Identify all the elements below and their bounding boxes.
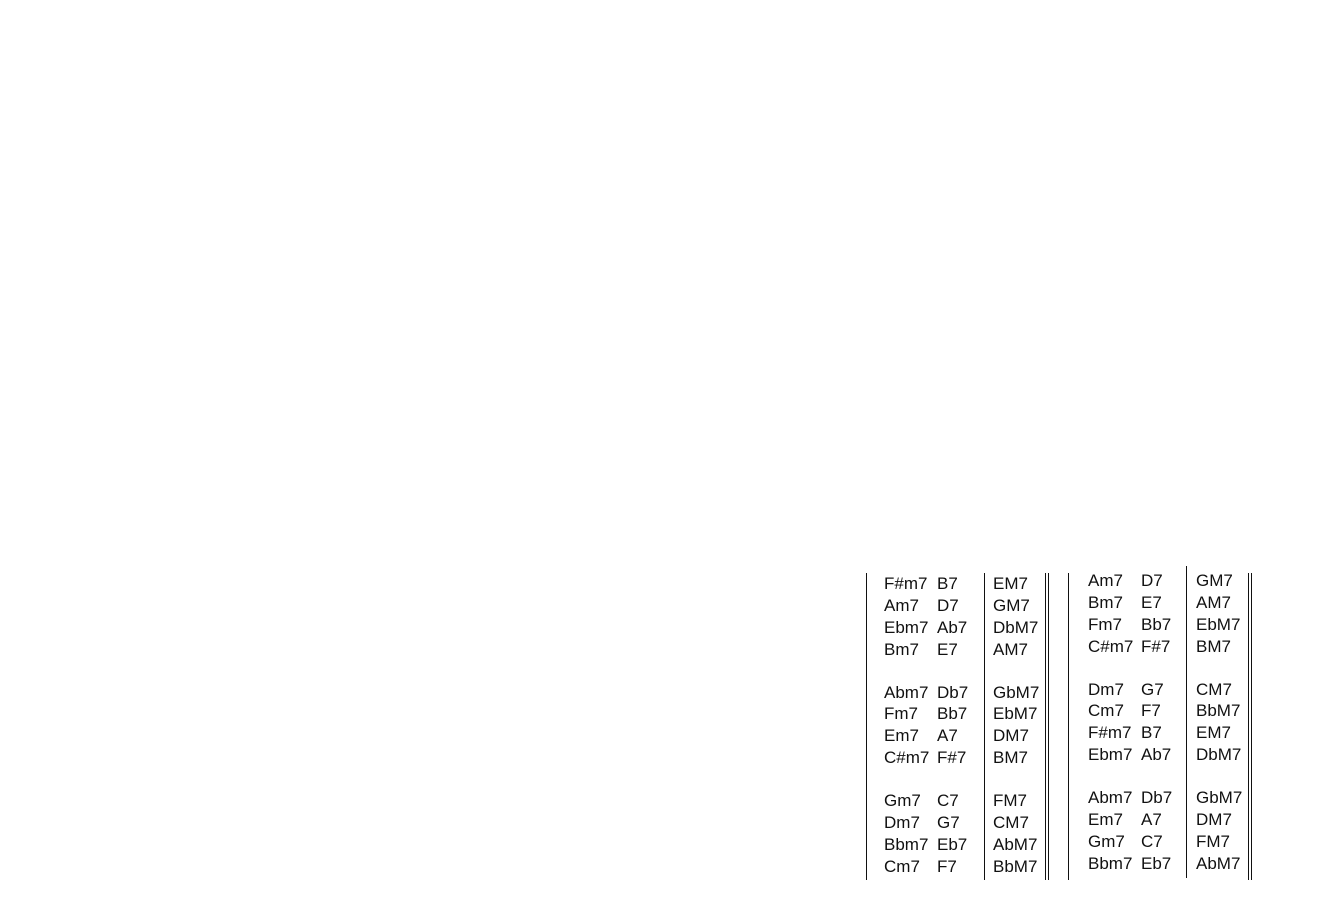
chord: Am7 [884, 595, 919, 615]
chord: FM7 [1196, 831, 1230, 851]
column-rule [1248, 573, 1252, 880]
group-spacer [993, 661, 1039, 682]
chord: EM7 [1196, 723, 1231, 743]
chord: Em7 [1088, 810, 1123, 830]
chord: GM7 [993, 595, 1030, 615]
chord: Bb7 [937, 704, 968, 724]
chord: Am7 [1088, 571, 1123, 590]
column-rule [984, 573, 985, 880]
chord: Gm7 [1088, 831, 1125, 851]
chord: GM7 [1196, 571, 1233, 590]
chord: AM7 [993, 639, 1028, 659]
chord: BbM7 [1196, 701, 1241, 721]
chord: C7 [1141, 831, 1163, 851]
chord: Fm7 [884, 704, 918, 724]
chord: G7 [1141, 679, 1164, 699]
chord: Em7 [884, 726, 919, 746]
v-chord-column [937, 573, 968, 878]
chord: Eb7 [937, 834, 968, 854]
chord: AbM7 [993, 834, 1038, 854]
chord: Cm7 [1088, 701, 1124, 721]
group-spacer [1196, 658, 1242, 679]
ii-chord-column [884, 573, 929, 878]
group-spacer [884, 769, 929, 790]
chord: C#m7 [884, 748, 930, 768]
chord: F#m7 [884, 574, 928, 593]
chord: BbM7 [993, 856, 1038, 876]
group-spacer [993, 769, 1039, 790]
chord: D7 [1141, 571, 1163, 590]
chord: F7 [937, 856, 957, 876]
chord: Bm7 [884, 639, 919, 659]
chord: DbM7 [1196, 745, 1242, 765]
chord: DM7 [1196, 810, 1232, 830]
chord: Abm7 [884, 682, 929, 702]
chord: Abm7 [1088, 788, 1133, 808]
chord: C#m7 [1088, 636, 1134, 656]
group-spacer [1088, 658, 1133, 679]
chord: D7 [937, 595, 959, 615]
chord: AbM7 [1196, 853, 1241, 873]
chord: FM7 [993, 791, 1027, 811]
chord: F#7 [937, 748, 967, 768]
group-spacer [937, 769, 968, 790]
chord: Ebm7 [884, 617, 929, 637]
group-spacer [1088, 766, 1133, 787]
chord: A7 [937, 726, 958, 746]
chord: AM7 [1196, 592, 1231, 612]
group-spacer [884, 661, 929, 682]
chord: Gm7 [884, 791, 921, 811]
chord: Bbm7 [884, 834, 929, 854]
chord: E7 [1141, 592, 1162, 612]
chord: DbM7 [993, 617, 1039, 637]
chord: CM7 [993, 813, 1029, 833]
chord: BM7 [1196, 636, 1231, 656]
group-spacer [1141, 658, 1172, 679]
chord: GbM7 [993, 682, 1040, 702]
chord: F#m7 [1088, 723, 1132, 743]
chord: A7 [1141, 810, 1162, 830]
chord: Bbm7 [1088, 853, 1133, 873]
chord: Db7 [937, 682, 969, 702]
chord: E7 [937, 639, 958, 659]
chord: EM7 [993, 574, 1028, 593]
ii-chord-column [1088, 570, 1133, 875]
group-spacer [1196, 766, 1242, 787]
chord: B7 [1141, 723, 1162, 743]
v-chord-column [1141, 570, 1172, 875]
chord: GbM7 [1196, 788, 1243, 808]
chord: Ebm7 [1088, 745, 1133, 765]
chord: CM7 [1196, 679, 1232, 699]
chord: G7 [937, 813, 960, 833]
column-rule [1186, 566, 1187, 878]
column-rule [1068, 573, 1069, 880]
chord: B7 [937, 574, 958, 593]
chord: Db7 [1141, 788, 1173, 808]
chord: Fm7 [1088, 614, 1122, 634]
chord: DM7 [993, 726, 1029, 746]
group-spacer [937, 661, 968, 682]
column-rule [1045, 573, 1049, 880]
chord: EbM7 [1196, 614, 1241, 634]
chord: EbM7 [993, 704, 1038, 724]
i-chord-column [1196, 570, 1242, 875]
chord: Ab7 [937, 617, 968, 637]
chord: Dm7 [884, 813, 920, 833]
i-chord-column [993, 573, 1039, 878]
chord: Bb7 [1141, 614, 1172, 634]
chord: BM7 [993, 748, 1028, 768]
chord: Dm7 [1088, 679, 1124, 699]
chord: F#7 [1141, 636, 1171, 656]
group-spacer [1141, 766, 1172, 787]
chord: C7 [937, 791, 959, 811]
chord: Ab7 [1141, 745, 1172, 765]
chord: Cm7 [884, 856, 920, 876]
chord: F7 [1141, 701, 1161, 721]
chord: Bm7 [1088, 592, 1123, 612]
column-rule [866, 573, 867, 880]
chord: Eb7 [1141, 853, 1172, 873]
